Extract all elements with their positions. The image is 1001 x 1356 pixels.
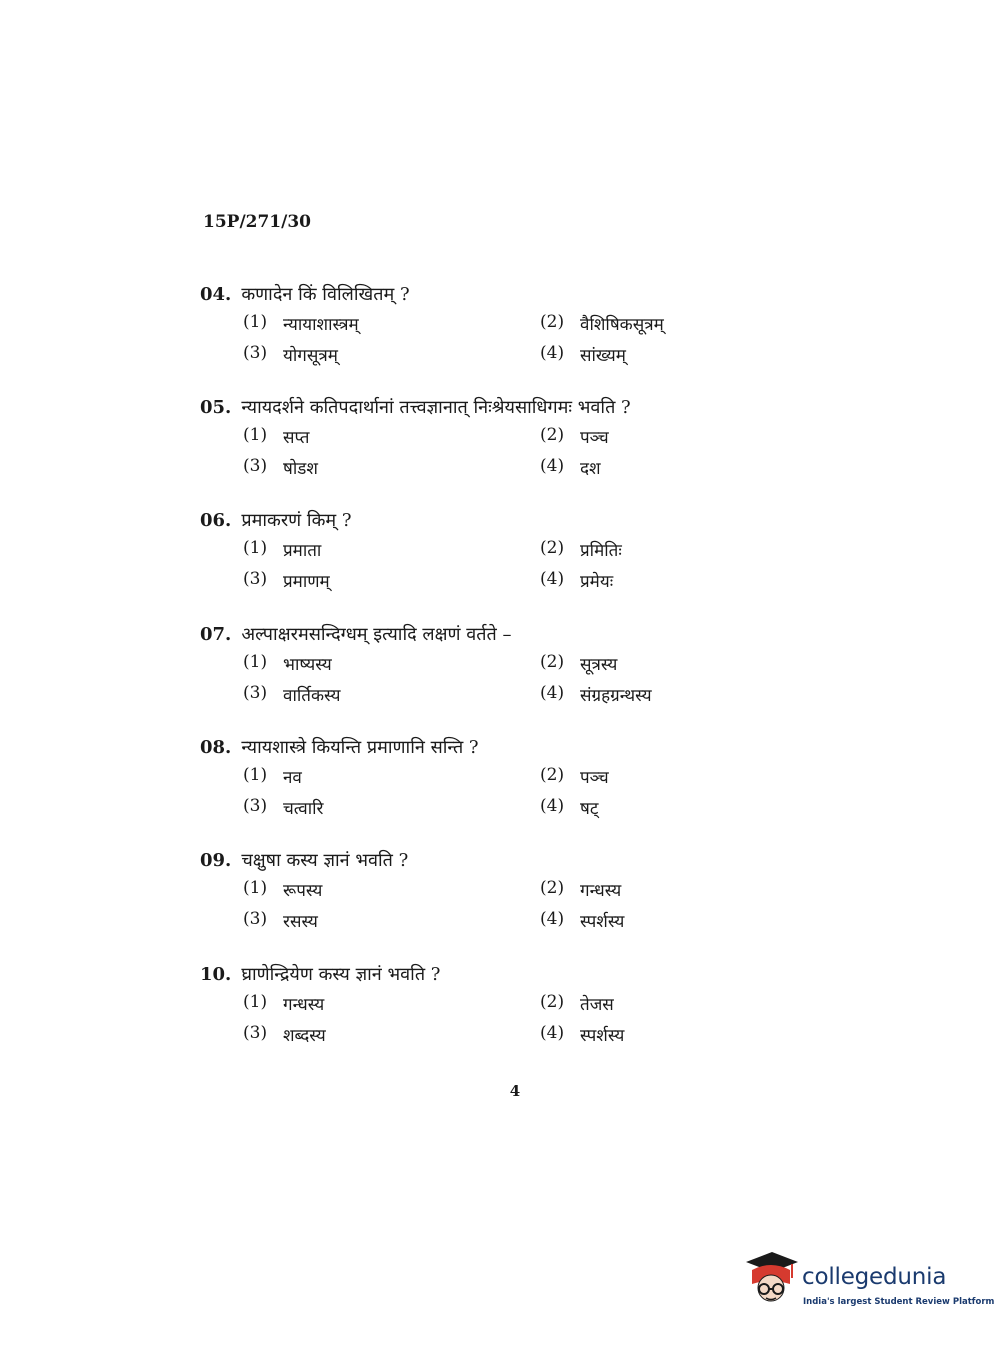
- question-07: [200, 620, 700, 710]
- option-2: (2) पञ्च: [540, 425, 609, 448]
- question-text: प्रमाकरणं किम् ?: [241, 510, 352, 531]
- brand-tagline: India's largest Student Review Platform: [803, 1297, 995, 1307]
- option-4: (4) दश: [540, 456, 601, 479]
- option-3: (3) षोडश: [243, 456, 318, 479]
- question-number: 07.: [200, 623, 232, 645]
- option-1: (1) भाष्यस्य: [243, 652, 332, 675]
- question-09: [200, 846, 700, 936]
- option-4: (4) सांख्यम्: [540, 343, 626, 366]
- option-3: (3) योगसूत्रम्: [243, 343, 338, 366]
- option-2: (2) गन्धस्य: [540, 878, 622, 901]
- question-10: [200, 960, 700, 1050]
- option-4: (4) षट्: [540, 796, 599, 819]
- question-number: 08.: [200, 736, 232, 758]
- question-text: कणादेन किं विलिखितम् ?: [241, 284, 410, 305]
- question-04: [200, 280, 700, 370]
- question-06: [200, 506, 700, 596]
- option-4: (4) प्रमेयः: [540, 569, 614, 592]
- page-number: 4: [509, 1082, 521, 1100]
- option-1: (1) गन्धस्य: [243, 992, 325, 1015]
- option-1: (1) प्रमाता: [243, 538, 322, 561]
- question-text: चक्षुषा कस्य ज्ञानं भवति ?: [241, 850, 409, 871]
- option-3: (3) रसस्य: [243, 909, 318, 932]
- question-number: 06.: [200, 509, 232, 531]
- question-text: न्यायदर्शने कतिपदार्थानां तत्त्वज्ञानात् निःश्रेयसाधिगमः भवति ?: [241, 397, 631, 418]
- option-3: (3) प्रमाणम्: [243, 569, 330, 592]
- question-05: [200, 393, 700, 483]
- question-text: न्यायशास्त्रे कियन्ति प्रमाणानि सन्ति ?: [241, 737, 479, 758]
- option-4: (4) स्पर्शस्य: [540, 909, 625, 932]
- question-text: घ्राणेन्द्रियेण कस्य ज्ञानं भवति ?: [241, 964, 441, 985]
- option-2: (2) वैशिषिकसूत्रम्: [540, 312, 664, 335]
- question-08: [200, 733, 700, 823]
- question-number: 09.: [200, 849, 232, 871]
- option-1: (1) नव: [243, 765, 302, 788]
- option-2: (2) पञ्च: [540, 765, 609, 788]
- option-3: (3) चत्वारि: [243, 796, 324, 819]
- option-1: (1) सप्त: [243, 425, 310, 448]
- option-2: (2) सूत्रस्य: [540, 652, 618, 675]
- option-4: (4) स्पर्शस्य: [540, 1023, 625, 1046]
- question-number: 05.: [200, 396, 232, 418]
- option-2: (2) तेजस: [540, 992, 614, 1015]
- collegedunia-watermark: [742, 1248, 995, 1308]
- brand-name: collegedunia: [802, 1264, 947, 1290]
- option-1: (1) न्यायाशास्त्रम्: [243, 312, 359, 335]
- question-number: 04.: [200, 283, 232, 305]
- paper-code: 15P/271/30: [203, 212, 312, 232]
- option-3: (3) शब्दस्य: [243, 1023, 326, 1046]
- collegedunia-mascot-icon: [742, 1248, 800, 1308]
- option-4: (4) संग्रहग्रन्थस्य: [540, 683, 652, 706]
- question-number: 10.: [200, 963, 232, 985]
- option-2: (2) प्रमितिः: [540, 538, 622, 561]
- option-1: (1) रूपस्य: [243, 878, 323, 901]
- question-text: अल्पाक्षरमसन्दिग्धम् इत्यादि लक्षणं वर्तते –: [241, 624, 512, 645]
- option-3: (3) वार्तिकस्य: [243, 683, 341, 706]
